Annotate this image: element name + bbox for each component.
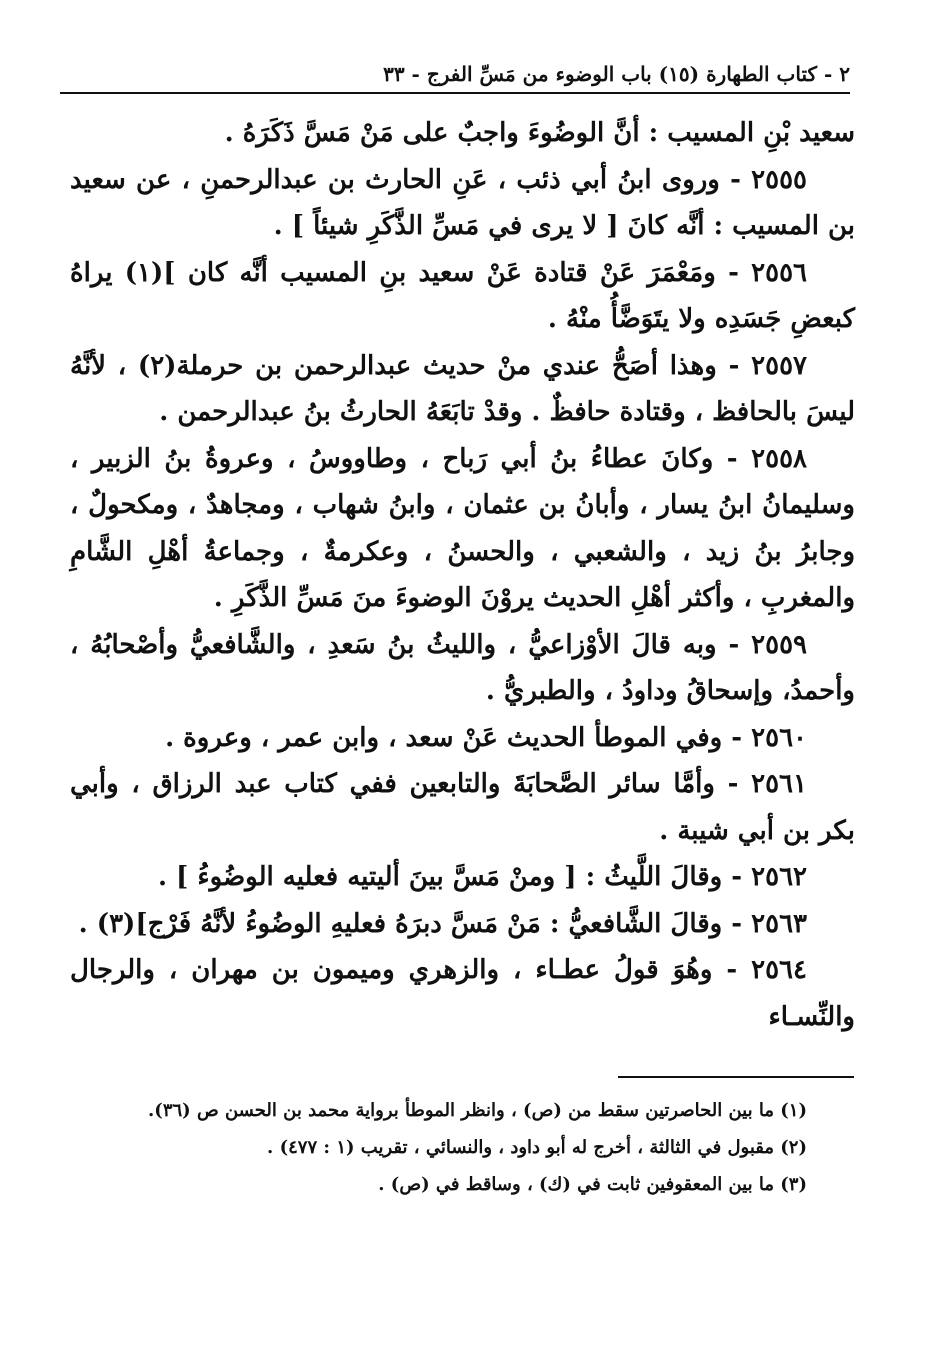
paragraph-2559: [70, 622, 855, 715]
paragraph-text: - وبه قالَ الأوْزاعيُّ ، والليثُ بنُ سَعدِ ، والشَّافعيُّ وأصْحابُهُ ، وأحمدُ، وإسحاقُ وداودُ ، والطبريُّ .: [70, 629, 855, 706]
paragraph-2564: [70, 947, 855, 1040]
paragraph-text: - وقالَ الشَّافعيُّ : مَنْ مَسَّ دبرَهُ فعليهِ الوضُوءُ لأنَّهُ فَرْج](٣) .: [78, 908, 743, 939]
paragraph-number: ٢٥٦٤: [751, 955, 807, 985]
paragraph-number: ٢٥٦٢: [751, 862, 807, 892]
paragraph-number: ٢٥٦١: [751, 769, 807, 799]
paragraph-number: ٢٥٥٩: [751, 629, 807, 660]
paragraph-2557: [70, 343, 855, 436]
paragraph-2558: [70, 436, 855, 622]
paragraph-2563: [70, 901, 855, 948]
paragraph-text: - وأمَّا سائر الصَّحابَةَ والتابعين ففي كتاب عبد الرزاق ، وأبي بكر بن أبي شيبة .: [70, 769, 855, 846]
footnote-3: (٣) ما بين المعقوفين ثابت في (ك) ، وساقط في (ص) .: [378, 1174, 807, 1195]
paragraph-continuation: [70, 110, 855, 157]
paragraph-text: - ومَعْمَرَ عَنْ قتادة عَنْ سعيد بنِ المسيب أنَّه كان ](١) يراهُ كبعضِ جَسَدِه ولا يتَوَضَّأُ منْهُ .: [70, 257, 855, 334]
paragraph-text: - وهذا أصَحُّ عندي منْ حديث عبدالرحمن بن حرملة(٢) ، لأنَّهُ ليسَ بالحافظ ، وقتادة حافظٌ . وقدْ تابَعَهُ الحارثُ بنُ عبدالرحمن .: [70, 350, 855, 427]
footnote-1: (١) ما بين الحاصرتين سقط من (ص) ، وانظر الموطأ برواية محمد بن الحسن ص (٣٦).: [148, 1100, 807, 1121]
footnote-divider: [618, 1076, 854, 1078]
paragraph-text: - وهُوَ قولُ عطـاء ، والزهري وميمون بن مهران ، والرجال والنِّسـاء: [70, 955, 855, 1032]
paragraph-text: - وفي الموطأ الحديث عَنْ سعد ، وابن عمر ، وعروة .: [165, 722, 743, 753]
main-text: [70, 110, 855, 1040]
paragraph-2555: [70, 157, 855, 250]
paragraph-2556: [70, 250, 855, 343]
paragraph-2560: [70, 715, 855, 762]
paragraph-text: - وقالَ اللَّيثُ : [ ومنْ مَسَّ بينَ أليتيه فعليه الوضُوءُ ] .: [157, 862, 743, 892]
paragraph-number: ٢٥٥٥: [751, 164, 807, 195]
paragraph-2562: [70, 854, 855, 901]
paragraph-text: سعيد بْنِ المسيب : أنَّ الوضُوءَ واجبٌ على مَنْ مَسَّ ذَكَرَهُ .: [224, 118, 855, 148]
paragraph-2561: [70, 761, 855, 854]
footnotes: [70, 1092, 855, 1203]
footnote-2: (٢) مقبول في الثالثة ، أخرج له أبو داود ، والنسائي ، تقريب (١ : ٤٧٧) .: [267, 1137, 807, 1158]
paragraph-text: - وكانَ عطاءُ بنُ أبي رَباح ، وطاووسُ ، وعروةُ بنُ الزبير ، وسليمانُ ابنُ يسار ، وأبانُ بن عثمان ، وابنُ شهاب ، ومجاهدٌ ، ومكحولٌ ، وجابرُ بنُ زيد ، والشعبي ، والحسنُ ، وعكرمةٌ ، وجماعةُ أهْلِ الشَّامِ والمغربِ ، وأكثر أهْلِ الحديث يروْنَ الوضوءَ منَ مَسِّ الذَّكَرِ .: [70, 443, 855, 613]
paragraph-number: ٢٥٥٦: [751, 257, 807, 288]
paragraph-number: ٢٥٦٣: [751, 908, 807, 939]
running-header: [60, 56, 850, 94]
header-title: ٢ - كتاب الطهارة (١٥) باب الوضوء من مَسِّ الفرج - ٣٣: [383, 62, 850, 86]
paragraph-number: ٢٥٥٨: [751, 443, 807, 474]
paragraph-text: - وروى ابنُ أبي ذئب ، عَنِ الحارث بن عبدالرحمنِ ، عن سعيد بن المسيب : أنَّه كانَ [ لا يرى في مَسِّ الذَّكَرِ شيئاً ] .: [70, 164, 855, 241]
paragraph-number: ٢٥٥٧: [751, 350, 807, 381]
paragraph-number: ٢٥٦٠: [751, 722, 807, 753]
